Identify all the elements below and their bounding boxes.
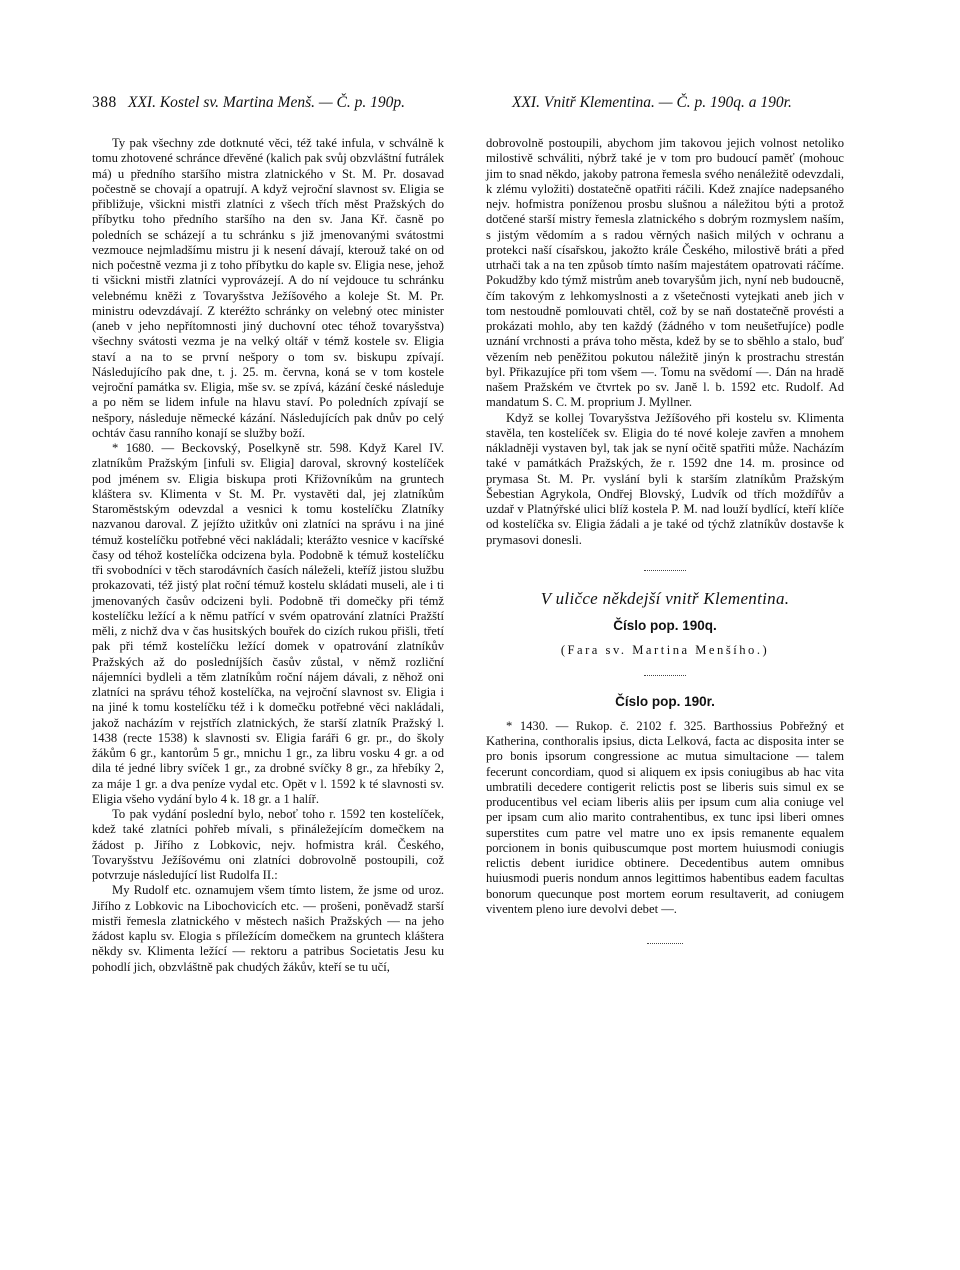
section-title: V uličce někdejší vnitř Klementina. [540,588,790,608]
header-right-title: XXI. Vnitř Klementina. — Č. p. 190q. a 190r. [512,94,792,111]
paragraph: Když se kollej Tovaryšstva Ježíšového při kostelu sv. Klimenta stavěla, ten kostelíček sv. Eligia do té nové koleje zavřen a mnohem nákladněji vystaven byl, tak jak se nyní očitě spatřiti může. Nacházím také v památkách Pražských, že r. 1592 dne 14. m. prosince od prymasa St. M. Pr. vyslání byli k starším zlatníkům Pražským Šebestian Agrykola, Ondřej Blovský, Ludvík od třích moždířův a uzdař v Platnýřské ulici blíž kostela P. M. nad louží bydlící, kteří klíče od kostelíčka sv. Eligia žádali a je také od týchž zlatníkův dostavše k prymasovi donesli. [486,410,844,547]
page-number: 388 [92,94,117,111]
house-number-heading: Číslo pop. 190r. [615,693,715,709]
header-left-title: XXI. Kostel sv. Martina Menš. — Č. p. 190p. [128,94,405,111]
end-divider [647,943,683,944]
section-divider [644,675,686,676]
paragraph: My Rudolf etc. oznamujem všem tímto listem, že jsme od uroz. Jiřího z Lobkovic na Libochovicích etc. — prošeni, poněvadž starší mistři řemesla zlatnického v městech našich Pražských — na jeho žádost kaplu sv. Elogia s příležícím domečkem na gruntech kláštera někdy sv. Klimenta ležící — rektoru a patribus Societatis Jesu ku pohodlí jich, obzvláštně pak chudých žákův, kteří se tu učí, [92,883,444,974]
right-column [486,136,844,944]
section-divider [644,570,686,571]
house-number-heading: Číslo pop. 190q. [613,618,717,633]
left-column [92,136,444,975]
paragraph: * 1680. — Beckovský, Poselkyně str. 598. Když Karel IV. zlatníkům Pražským [infuli sv. Eligia] daroval, skrovný kostelíček pod jménem sv. Eligia biskupa proti Křižovníkům na gruntech kláštera sv. Klimenta v St. M. Pr. vystavěti dal, jej zlatníkům Staroměstským odevzdal a vesnici k tomu kostelíčku Zlatníky nazvanou daroval. Z jejížto užitkův oni zlatníci na správu i na jiné témuž kostelíčku potřebné věci nakládali; kterážto vesnice v kacířské časy od téhož kostelíčka odcizena byla. Podobně k témuž kostelíčku tři svobodníci v těch starodávních časích náleželi, kteříž jistou službu prokazovati, též jistý plat roční témuž kostelu skládati museli, ale i ti jmenovaných časův odcizeni byli. Podobně tři domečky při témž kostelíčku ležící a k němu patřící v svém opatrování zlatníci Pražští měli, z nichž dva v čas husitských bouřek do cizích rukou přišli, třetí pak při témž kostelíčku ležící domek v opatrování zlatníkův Pražských až do posledníjších časův zůstal, v němž rozliční nájemníci bydleli a těm zlatníkům roční nájem dávali, z něhož oni zlatníci na správu téhož kostelíčka, na vejroční slavnost sv. Eligia i na jiné k tomu kostelíčku též i k domečku potřebné věci nakládali, jakož nacházím v rejstřích zlatnických, že starší zlatník Pražský l. 1438 (recte 1538) k slavnosti sv. Eligia faráři 6 gr. pr., do školy žákům 6 gr., kantorům 5 gr., mnichu 1 gr., za libru vosku 4 gr. a od dila té jedné libry svíček 1 gr., za drobné svíčky 8 gr., za hřebíky 2, za máje 1 gr. a dva peníze vydal etc. Opět v l. 1592 k té slavnosti sv. Eligia všeho vydání bylo 4 k. 18 gr. a 1 halíř. [92,441,444,806]
paragraph: Ty pak všechny zde dotknuté věci, též také infula, v schválně k tomu zhotovené schránce dřevěné (kalich pak svůj obzvláštní futrálek má) u předního staršího mistra zlatnického v St. M. Pr. dosavad počestně se chovají a opatrují. A když vejroční slavnost sv. Eligia se přibližuje, všickni mistři zlatníci z všech třích měst Pražských do příbytku toho předního staršího na den sv. Jana Kř. časně po poledních se scházejí a tu schránku s již jmenovanými svátostmi vezmouce nejmladšímu mistru ji k nesení dávají, kterouž také on od nich počestně vezma ji z toho příbytku do kaple sv. Eligia nese, jehož ti všickni mistři zlatníci vyprovázejí. A do ní vejdouce tu schránku velebnému kněži z Tovaryšstva Ježíšového a koleje St. M. Pr. ministru odevzdávají. Z kteréžto schránky on velebný otec minister (aneb v jeho nepřítomnosti jiný duchovní otec téhož tovaryšstva) všechny svátosti vezma je na velký oltář v témž kostele sv. Eligia staví a na to se první nešpory o tom sv. biskupu zpívají. Následujícího pak dne, t. j. 25. m. června, koná se v tom kostele vejroční památka sv. Eligia, mše sv. se zpívá, kázání české následuje a po něm se lidem infule na hlavu staví. Po poledních zpívají se nešpory, následuje německé kázání. Následujících pak dnův po celý ochtáv času ranního konají se služby boží. [92,136,444,440]
running-header [92,94,848,118]
paragraph: * 1430. — Rukop. č. 2102 f. 325. Barthossius Pobřežný et Katherina, conthoralis ipsius, dicta Lelková, facta ac disposita inter se pro bonis ipsorum congressione ac mutua simultacione — talem fecerunt concordiam, quod si aliquem ex ipsis coniugibus ab hac vita umbratili decedere contigerit relictis post se liberis suis simul ex se producentibus vel eciam liberis aliis per ipsum cum alia coniuge vel per ipsam cum alio marito contrahentibus, ex tunc ipsi liberi omnes superstites cum patre vel matre uno ex ipsis remanente equalem porcionem in bonis quibuscumque post mortem huiusmodi coniugis relictis debent iuridice obtinere. Decedentibus autem omnibus huiusmodi pueris nondum annos legittimos habentibus eadem facultas bonorum quecunque post mortem eorum resultaverit, ad coniugem viventem pleno iure devolvi debet —. [486,718,844,916]
house-subtitle: (Fara sv. Martina Menšího.) [560,643,770,658]
paragraph: dobrovolně postoupili, abychom jim takovou jejich volnost netoliko milostivě schváliti, nýbrž také je v tom pro budoucí paměť (mohouc jim to snad někdo, jakoby patrona řemesla svého nenáležitě odevzdali, k zlému vyložiti) dostatečně opatřiti ráčili. Kdež znajíce nadepsaného nejv. hofmistra poníženou prosbu slušnou a náležitou býti a protož dotčené starší mistry řemesla zlatnického s dobrým rozmyslem naším, s jistým vědomím a s radou věrných našich milých v ochranu a protekci naší císařskou, jakožto krále Českého, milostivě bráti a před utrhači tak a na ten způsob tímto naším majestátem opatrovati ráčíme. Pokudžby kdo týmž mistrům aneb tovaryšům jich, nyní neb budoucně, čím takovým z lehkomyslnosti a z všetečnosti vytejkati aneb jich v tom nestoudně pomlouvati chtěl, což by se naň dostatečně provésti a prokázati mohlo, aby ten každý (žádného v tom neušetřujíce) podle uznání vrchnosti a práva toho města, kdež by se to sběhlo a stalo, buď vězením neb peněžitou pokutou náležitě jinýn k prostrachu strestán byl. Přikazujíce při tom všem —. Tomu na svědomí —. Dán na hradě našem Pražském ve čtvrtek po sv. Janě l. b. 1592 etc. Rudolf. Ad mandatum S. C. M. proprium J. Myllner. [486,136,844,410]
paragraph: To pak vydání poslední bylo, neboť toho r. 1592 ten kostelíček, kdež také zlatníci pohřeb mívali, s přináležejícím domečkem na žádost p. Jiřího z Lobkovic, nejv. hofmistra král. Českého, Tovaryšstvu Ježíšovému oni zlatníci dobrovolně postoupili, což potvrzuje následující list Rudolfa II.: [92,807,444,882]
